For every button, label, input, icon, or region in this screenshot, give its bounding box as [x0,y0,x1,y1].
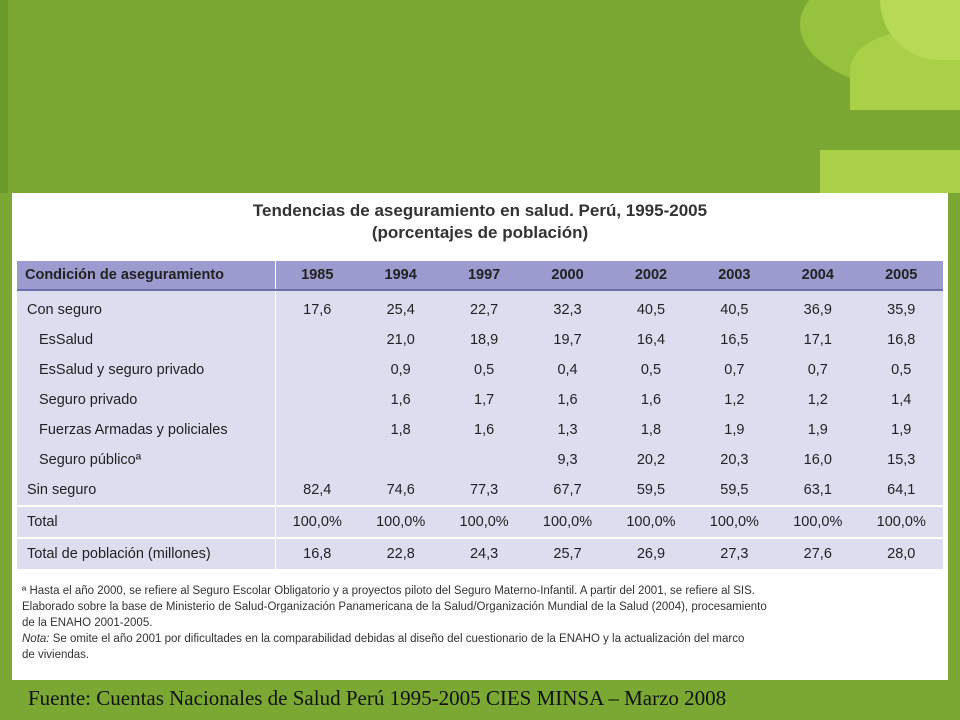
header-year: 1997 [442,261,525,290]
table-row [17,355,943,385]
source-note: Elaborado sobre la base de Ministerio de Salud-Organización Panamericana de la Salud/Organización Mundial de la Salud (2004), procesamiento [22,601,767,613]
cell: 0,5 [891,362,912,378]
cell: 1,2 [807,392,828,408]
cell: 20,3 [720,452,749,468]
cell: 100,0% [860,506,944,538]
row-label: Seguro privado [17,385,275,415]
row-label: Con seguro [17,290,275,325]
cell: 63,1 [803,482,832,498]
cell: 0,5 [474,362,495,378]
cell: 22,7 [469,302,499,318]
table-row [17,445,943,475]
header-year: 1985 [275,261,359,290]
cell: 100,0% [776,506,859,538]
table-row [17,290,943,325]
title-line-1: Tendencias de aseguramiento en salud. Perú, 1995-2005 [252,201,708,220]
cell: 1,6 [390,392,411,408]
cell: 1,7 [474,392,495,408]
cell: 15,3 [887,452,916,468]
cell: 20,2 [636,452,666,468]
header-year: 2005 [860,261,944,290]
cell [275,325,359,355]
decorative-shape [820,150,960,193]
insurance-table [17,261,943,569]
cell: 1,8 [390,422,411,438]
cell: 0,5 [640,362,662,378]
source-caption: Fuente: Cuentas Nacionales de Salud Perú 1995-2005 CIES MINSA – Marzo 2008 [28,686,727,710]
cell: 1,3 [557,422,578,438]
green-banner [0,0,960,193]
cell: 1,6 [474,422,495,438]
table-row [17,415,943,445]
table-row-population [17,538,943,569]
left-border [0,193,12,683]
cell: 35,9 [887,302,916,318]
cell: 1,6 [640,392,662,408]
source-note-cont: de la ENAHO 2001-2005. [22,617,153,629]
cell: 0,4 [557,362,578,378]
cell: 59,5 [720,482,749,498]
cell: 27,3 [693,538,776,569]
table-row [17,475,943,506]
cell: 40,5 [720,302,749,318]
header-condition: Condición de aseguramiento [17,261,275,290]
cell: 1,4 [891,392,912,408]
cell [275,415,359,445]
cell: 27,6 [776,538,859,569]
cell: 16,0 [803,452,832,468]
table-header-row [17,261,943,290]
cell: 40,5 [636,302,666,318]
cell: 100,0% [359,506,442,538]
cell [359,445,442,475]
cell: 0,7 [807,362,828,378]
cell: 22,8 [359,538,442,569]
cell: 16,8 [275,538,359,569]
row-label: EsSalud [17,325,275,355]
header-year: 2004 [776,261,859,290]
header-year: 2002 [609,261,692,290]
row-label: Fuerzas Armadas y policiales [17,415,275,445]
cell: 100,0% [442,506,525,538]
cell: 100,0% [609,506,692,538]
header-year: 2000 [526,261,609,290]
cell: 82,4 [303,482,332,498]
cell: 9,3 [557,452,578,468]
cell: 100,0% [275,506,359,538]
cell: 16,8 [887,332,916,348]
cell [275,355,359,385]
cell: 32,3 [553,302,582,318]
cell: 1,9 [807,422,828,438]
cell: 1,9 [891,422,912,438]
cell: 64,1 [887,482,916,498]
footnote-a: ª Hasta el año 2000, se refiere al Seguro Escolar Obligatorio y a proyectos piloto del Seguro Materno-Infantil. A partir del 2001, se refiere al SIS. [22,585,755,597]
table-row [17,325,943,355]
cell: 28,0 [860,538,944,569]
cell: 67,7 [553,482,582,498]
cell: 18,9 [469,332,499,348]
cell: 26,9 [609,538,692,569]
cell: 1,9 [724,422,745,438]
row-label: EsSalud y seguro privado [17,355,275,385]
cell: 25,4 [386,302,415,318]
cell: 100,0% [693,506,776,538]
cell [275,385,359,415]
cell [275,445,359,475]
cell [442,445,525,475]
cell: 16,4 [636,332,666,348]
cell: 21,0 [386,332,415,348]
title-line-2: (porcentajes de población) [371,223,589,242]
cell: 17,1 [803,332,832,348]
cell: 100,0% [526,506,609,538]
cell: 77,3 [469,482,499,498]
cell: 1,2 [724,392,745,408]
cell: 24,3 [442,538,525,569]
header-year: 1994 [359,261,442,290]
cell: 17,6 [303,302,332,318]
cell: 74,6 [386,482,415,498]
cell: 1,8 [640,422,662,438]
row-label: Total [17,506,275,538]
row-label: Seguro públicoª [17,445,275,475]
cell: 19,7 [553,332,582,348]
omission-note [22,631,947,647]
cell: 59,5 [636,482,666,498]
cell: 0,9 [390,362,411,378]
row-label: Total de población (millones) [17,538,275,569]
cell: 1,6 [557,392,578,408]
cell: 16,5 [720,332,749,348]
omission-note-cont: de viviendas. [22,649,90,661]
table-notes [22,583,947,663]
header-year: 2003 [693,261,776,290]
table-row-total [17,506,943,538]
table-row [17,385,943,415]
note-label: Nota: [22,633,50,645]
row-label: Sin seguro [17,475,275,506]
cell: 25,7 [526,538,609,569]
note-text: Se omite el año 2001 por dificultades en la comparabilidad debidas al diseño del cuestionario de la ENAHO y la actualización del marco [49,633,745,645]
cell: 0,7 [724,362,745,378]
table-title [12,200,948,244]
cell: 36,9 [803,302,832,318]
right-border [948,193,960,683]
decorative-shape [0,0,8,193]
